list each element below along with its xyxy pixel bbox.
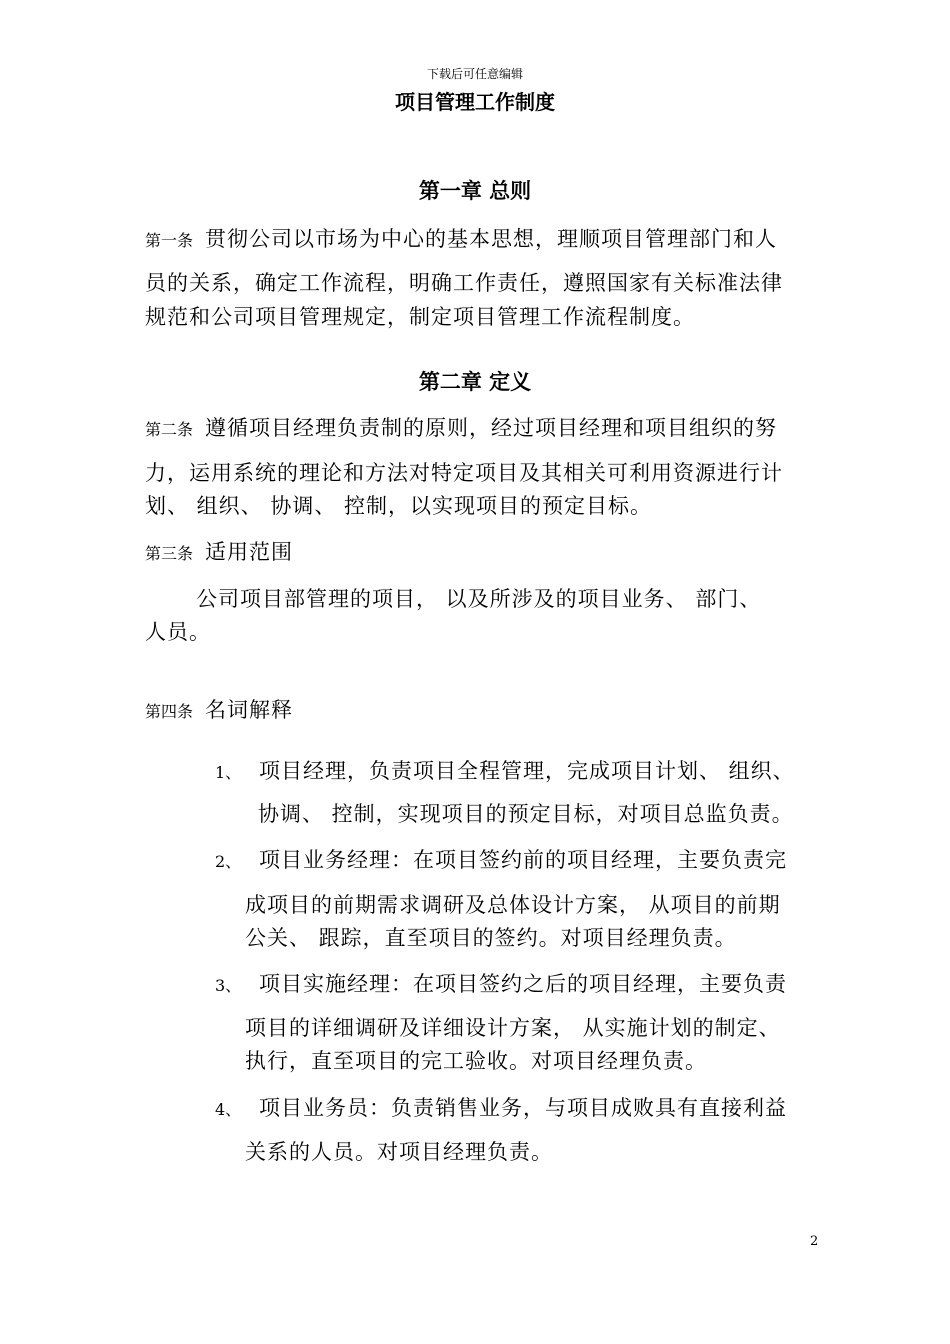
list-item-1-text: 项目经理，负责项目全程管理，完成项目计划、 组织、 bbox=[259, 759, 795, 783]
article-4-title: 名词解释 bbox=[205, 698, 294, 722]
article-3-label: 第三条 bbox=[145, 544, 194, 563]
article-2-line-2: 力，运用系统的理论和方法对特定项目及其相关可利用资源进行计 bbox=[145, 461, 783, 485]
article-1-line-2: 员的关系，确定工作流程，明确工作责任，遵照国家有关标准法律 bbox=[145, 271, 783, 295]
list-item-3-line-2: 项目的详细调研及详细设计方案， 从实施计划的制定、 bbox=[245, 1016, 781, 1040]
article-4-label: 第四条 bbox=[145, 702, 194, 721]
list-item-2-line-3: 公关、 跟踪，直至项目的签约。对项目经理负责。 bbox=[245, 926, 737, 950]
article-1-label: 第一条 bbox=[145, 231, 194, 250]
list-item-2-line-1 bbox=[215, 845, 787, 877]
article-1-line-3: 规范和公司项目管理规定，制定项目管理工作流程制度。 bbox=[145, 305, 695, 329]
chapter-1-heading: 第一章 总则 bbox=[418, 179, 532, 203]
article-1-line-1 bbox=[145, 224, 777, 256]
document-title: 项目管理工作制度 bbox=[395, 90, 555, 114]
article-4-heading bbox=[145, 695, 293, 727]
list-item-2-number: 2、 bbox=[215, 852, 242, 871]
list-item-3-line-1 bbox=[215, 969, 787, 1001]
list-item-1-number: 1、 bbox=[215, 763, 242, 782]
list-item-4-text: 项目业务员：负责销售业务，与项目成败具有直接利益 bbox=[259, 1096, 787, 1120]
article-3-title: 适用范围 bbox=[205, 540, 294, 564]
page-number: 2 bbox=[810, 1234, 819, 1249]
list-item-1-line-2: 协调、 控制，实现项目的预定目标，对项目总监负责。 bbox=[258, 802, 794, 826]
list-item-1-line-1 bbox=[215, 756, 795, 788]
header-note: 下载后可任意编辑 bbox=[426, 67, 523, 81]
list-item-3-number: 3、 bbox=[215, 976, 242, 995]
article-2-label: 第二条 bbox=[145, 420, 194, 439]
article-1-text: 贯彻公司以市场为中心的基本思想，理顺项目管理部门和人 bbox=[205, 227, 778, 251]
article-2-line-1 bbox=[145, 413, 777, 445]
article-3-line-1: 公司项目部管理的项目， 以及所涉及的项目业务、 部门、 bbox=[196, 587, 762, 611]
list-item-3-text: 项目实施经理：在项目签约之后的项目经理，主要负责 bbox=[259, 972, 787, 996]
article-3-line-2: 人员。 bbox=[145, 620, 211, 644]
article-2-text: 遵循项目经理负责制的原则，经过项目经理和项目组织的努 bbox=[205, 416, 778, 440]
list-item-4-line-1 bbox=[215, 1093, 787, 1125]
list-item-2-text: 项目业务经理：在项目签约前的项目经理，主要负责完 bbox=[259, 848, 787, 872]
chapter-2-heading: 第二章 定义 bbox=[418, 370, 532, 394]
article-3-heading bbox=[145, 537, 293, 569]
article-2-line-3: 划、 组织、 协调、 控制，以实现项目的预定目标。 bbox=[145, 494, 653, 518]
list-item-3-line-3: 执行，直至项目的完工验收。对项目经理负责。 bbox=[245, 1049, 707, 1073]
list-item-4-line-2: 关系的人员。对项目经理负责。 bbox=[245, 1140, 553, 1164]
list-item-2-line-2: 成项目的前期需求调研及总体设计方案， 从项目的前期 bbox=[245, 893, 781, 917]
list-item-4-number: 4、 bbox=[215, 1100, 242, 1119]
